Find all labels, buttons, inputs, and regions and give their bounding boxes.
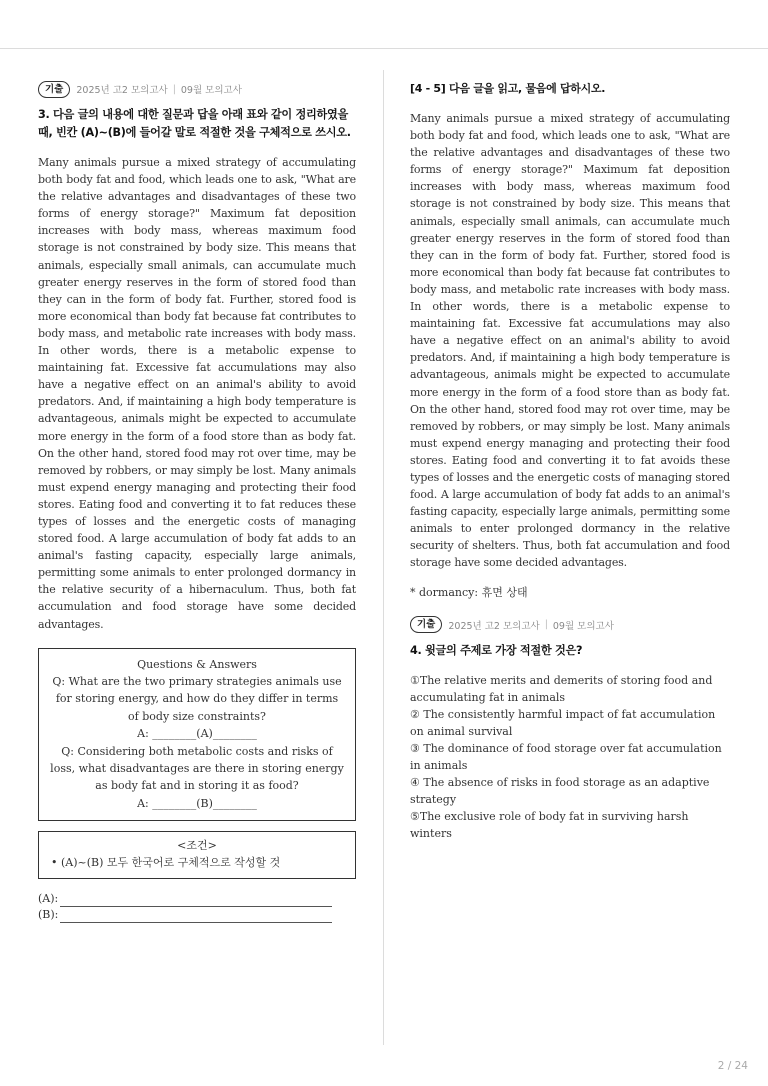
column-divider <box>383 70 384 1045</box>
past-exam-tag: 기출 <box>410 616 442 633</box>
answer-a-label: (A): <box>38 892 59 906</box>
answer-b-label: (B): <box>38 908 59 922</box>
answer-b-blank[interactable] <box>60 911 332 923</box>
qa-box <box>38 648 356 822</box>
exam-year: 2025년 고2 모의고사 <box>76 85 168 96</box>
answer-b-line[interactable] <box>38 907 356 923</box>
answer-a-blank[interactable] <box>60 895 332 907</box>
qa-answer-2: A: ________(B)________ <box>137 796 257 810</box>
answer-a-line[interactable] <box>38 891 356 907</box>
choice-2[interactable]: ② The consistently harmful impact of fat accumulation on animal survival <box>410 707 716 738</box>
choice-5[interactable]: ⑤The exclusive role of body fat in surviving harsh winters <box>410 809 689 840</box>
question-4-title: 4. 윗글의 주제로 가장 적절한 것은? <box>410 643 583 657</box>
exam-year: 2025년 고2 모의고사 <box>448 620 540 632</box>
question-4-meta <box>410 616 730 634</box>
header-rule <box>0 48 768 49</box>
qa-title: Questions & Answers <box>137 657 257 671</box>
qa-question-1: Q: What are the two primary strategies animals use for storing energy, and how do they differ in terms of body size constraints? <box>52 675 342 723</box>
condition-item: • (A)~(B) 모두 한국어로 구체적으로 작성할 것 <box>51 856 281 870</box>
qa-question-2: Q: Considering both metabolic costs and risks of loss, what disadvantages are there in storing energy as body fat and in storing it as food? <box>50 744 344 793</box>
right-column <box>410 80 730 842</box>
section-title: [4 - 5] 다음 글을 읽고, 물음에 답하시오. <box>410 82 606 95</box>
choice-4[interactable]: ④ The absence of risks in food storage as an adaptive strategy <box>410 775 710 806</box>
answer-area <box>38 891 356 923</box>
condition-title: <조건> <box>177 839 217 853</box>
qa-answer-1: A: ________(A)________ <box>137 727 257 741</box>
question-3-passage: Many animals pursue a mixed strategy of accumulating both body fat and food, which leads one to ask, "What are the relative advantages and disadvantages of these two forms of energy storage?" Maximum fat deposition increases with body mass, whereas maximum food storage is not constrained by body size. This means that animals, especially small animals, can accumulate much greater energy reserves in the form of stored food than they can in the form of body fat. Further, stored food is more economical than body fat because fat contributes to body mass, and metabolic rate increases with body mass. In other words, there is a metabolic expense to maintaining fat. Excessive fat accumulations may also have a negative effect on an animal's ability to avoid predators. And, if maintaining a high body temperature is advantageous, animals might be expected to accumulate more energy in the form of a food store than as body fat. On the other hand, stored food may rot over time, may be removed by robbers, or may simply be lost. Many animals must expend energy managing and protecting their food stores. Eating food and converting it to fat reduces these types of losses and the energetic costs of managing stored food. A large accumulation of body fat adds to an animal's fasting capacity, especially large animals, permitting some animals to enter prolonged dormancy in the relative security of a hibernaculum. Thus, both fat accumulation and food storage have some decided advantages. <box>38 156 356 631</box>
meta-separator: | <box>544 619 548 631</box>
question-3-meta <box>38 80 356 98</box>
question-3-title: 3. 다음 글의 내용에 대한 질문과 답을 아래 표와 같이 정리하였을 때, 빈칸 (A)~(B)에 들어갈 말로 적절한 것을 구체적으로 쓰시오. <box>38 108 351 139</box>
left-column <box>38 80 356 923</box>
choice-1[interactable]: ①The relative merits and demerits of storing food and accumulating fat in animals <box>410 673 713 704</box>
choice-3[interactable]: ③ The dominance of food storage over fat accumulation in animals <box>410 741 722 772</box>
question-4-choices <box>410 672 730 842</box>
exam-month: 09월 모의고사 <box>552 620 614 632</box>
condition-box <box>38 831 356 879</box>
section-passage: Many animals pursue a mixed strategy of accumulating both body fat and food, which leads one to ask, "What are the relative advantages and disadvantages of these two forms of energy storage?" Maximum fat deposition increases with body mass, whereas maximum food storage is not constrained by body size. This means that animals, especially small animals, can accumulate much greater energy reserves in the form of stored food than they can in the form of body fat. Further, stored food is more economical than body fat because fat contributes to body mass, and metabolic rate increases with body mass. In other words, there is a metabolic expense to maintaining fat. Excessive fat accumulations may also have a negative effect on an animal's ability to avoid predators. And, if maintaining a high body temperature is advantageous, animals might be expected to accumulate more energy in the form of a food store than as body fat. On the other hand, stored food may rot over time, may be removed by robbers, or may simply be lost. Many animals must expend energy managing and protecting their food stores. Eating food and converting it to fat avoids these types of losses and the energetic costs of managing stored food. A large accumulation of body fat adds to an animal's fasting capacity, especially large animals, permitting some animals to enter prolonged dormancy in the relative security of shelters. Thus, both fat accumulation and food storage have some decided advantages. <box>410 112 730 570</box>
footnote: * dormancy: 휴면 상태 <box>410 585 528 599</box>
past-exam-tag: 기출 <box>38 81 70 98</box>
page-number: 2 / 24 <box>717 1060 748 1072</box>
exam-month: 09월 모의고사 <box>180 85 242 96</box>
meta-separator: | <box>172 83 176 95</box>
